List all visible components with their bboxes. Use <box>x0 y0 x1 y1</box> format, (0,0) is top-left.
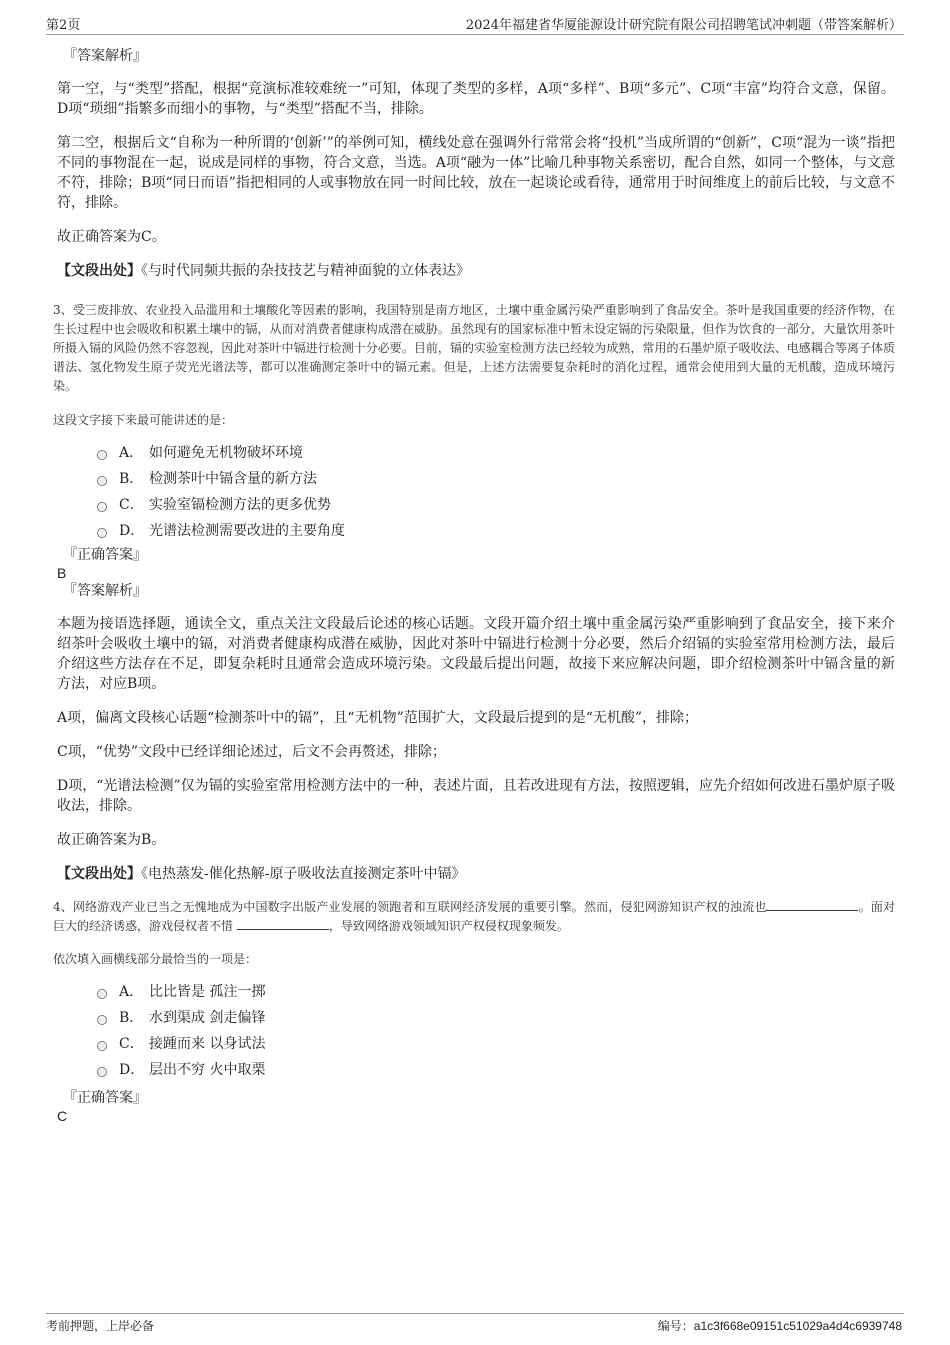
q2-conclusion: 故正确答案为C。 <box>57 229 166 245</box>
fill-blank <box>237 917 329 930</box>
radio-icon[interactable] <box>97 502 107 512</box>
q3-analysis-paragraph: A项，偏离文段核心话题“检测茶叶中的镉”，且“无机物”范围扩大，文段最后提到的是“无机酸”，排除； <box>57 710 699 726</box>
q4-correct-answer: C <box>57 1108 68 1124</box>
radio-icon[interactable] <box>97 989 107 999</box>
fill-blank <box>766 898 858 911</box>
q4-options <box>97 979 895 1083</box>
source-title: 《电热蒸发-催化热解-原子吸收法直接测定茶叶中镉》 <box>141 866 466 882</box>
page-number: 第2页 <box>46 18 81 33</box>
q3-option-d[interactable]: D． 光谱法检测需要改进的主要角度 <box>97 518 895 544</box>
q3-correct-label: 『正确答案』 <box>63 547 147 563</box>
q2-analysis-label: 『答案解析』 <box>63 48 147 64</box>
page-footer <box>46 1313 904 1333</box>
radio-icon[interactable] <box>97 1041 107 1051</box>
source-title: 《与时代同频共振的杂技技艺与精神面貌的立体表达》 <box>141 263 470 279</box>
q4-option-a[interactable]: A． 比比皆是 孤注一掷 <box>97 979 895 1005</box>
q2-analysis-paragraph: 第一空，与“类型”搭配，根据“竞演标准较难统一”可知，体现了类型的多样，A项“多样”、B项“多元”、C项“丰富”均符合文意，保留。D项“琐细”指繁多而细小的事物，与“类型”搭配不当，排除。 <box>57 81 895 117</box>
q4-stem: 4、网络游戏产业已当之无愧地成为中国数字出版产业发展的领跑者和互联网经济发展的重要引擎。然而，侵犯网游知识产权的浊流也 。面对巨大的经济诱惑，游戏侵权者不惜 ，导致网络游戏领域知识产权侵权现象频发。 <box>53 900 895 933</box>
q4-option-c[interactable]: C． 接踵而来 以身试法 <box>97 1031 895 1057</box>
q2-analysis-paragraph: 第二空，根据后文“自称为一种所谓的‘创新’”的举例可知，横线处意在强调外行常常会将“投机”当成所谓的“创新”，C项“混为一谈”指把不同的事物混在一起，说成是同样的事物，符合文意，当选。A项“融为一体”比喻几种事物关系密切，配合自然，如同一个整体，与文意不符，排除；B项“同日而语”指把相同的人或事物放在同一时间比较，放在一起谈论或看待，通常用于时间维度上的前后比较，与文意不符，排除。 <box>57 135 895 211</box>
document-title: 2024年福建省华厦能源设计研究院有限公司招聘笔试冲刺题（带答案解析） <box>465 18 902 33</box>
q3-analysis-paragraph: C项，“优势”文段中已经详细论述过，后文不会再赘述，排除； <box>57 744 447 760</box>
q3-source <box>57 864 895 884</box>
q4-option-d[interactable]: D． 层出不穷 火中取栗 <box>97 1057 895 1083</box>
q3-option-b[interactable]: B． 检测茶叶中镉含量的新方法 <box>97 466 895 492</box>
q4-option-b[interactable]: B． 水到渠成 剑走偏锋 <box>97 1005 895 1031</box>
radio-icon[interactable] <box>97 1015 107 1025</box>
q3-stem: 3、受三废排放、农业投入品滥用和土壤酸化等因素的影响，我国特别是南方地区，土壤中重金属污染严重影响到了食品安全。茶叶是我国重要的经济作物，在生长过程中也会吸收和积累土壤中的镉，从而对消费者健康构成潜在威胁。虽然现有的国家标准中暂未设定镉的污染限量，但作为饮食的一部分，大量饮用茶叶所摄入镉的风险仍然不容忽视，因此对茶叶中镉进行检测十分必要。目前，镉的实验室检测方法已经较为成熟，常用的石墨炉原子吸收法、电感耦合等离子体质谱法、氢化物发生原子荧光光谱法等，都可以准确测定茶叶中的镉元素。但是，上述方法需要复杂耗时的消化过程，通常会使用到大量的无机酸，造成环境污染。 <box>53 303 895 393</box>
q3-options <box>97 440 895 544</box>
radio-icon[interactable] <box>97 528 107 538</box>
source-label: 【文段出处】 <box>57 866 141 882</box>
q3-analysis-paragraph: 本题为接语选择题，通读全文，重点关注文段最后论述的核心话题。文段开篇介绍土壤中重金属污染严重影响到了食品安全，接下来介绍茶叶会吸收土壤中的镉，对消费者健康构成潜在威胁，因此对茶叶中镉进行检测十分必要，然后介绍镉的实验室常用检测方法，最后介绍这些方法存在不足，即复杂耗时且通常会造成环境污染。文段最后提出问题，故接下来应解决问题，即介绍检测茶叶中镉含量的新方法，对应B项。 <box>57 616 895 692</box>
page-header <box>46 14 904 35</box>
q3-analysis-label: 『答案解析』 <box>63 583 147 599</box>
q3-option-a[interactable]: A． 如何避免无机物破坏环境 <box>97 440 895 466</box>
q3-correct-answer: B <box>57 565 67 581</box>
radio-icon[interactable] <box>97 476 107 486</box>
q3-option-c[interactable]: C． 实验室镉检测方法的更多优势 <box>97 492 895 518</box>
q4-correct-label: 『正确答案』 <box>63 1090 147 1106</box>
radio-icon[interactable] <box>97 1067 107 1077</box>
q3-prompt: 这段文字接下来最可能讲述的是： <box>53 413 234 427</box>
document-code: 编号：a1c3f668e09151c51029a4d4c6939748 <box>657 1319 902 1333</box>
q3-analysis-paragraph: D项，“光谱法检测”仅为镉的实验室常用检测方法中的一种，表述片面，且若改进现有方法，按照逻辑，应先介绍如何改进石墨炉原子吸收法，排除。 <box>57 778 895 814</box>
main-content <box>53 47 895 1125</box>
q3-conclusion: 故正确答案为B。 <box>57 832 166 848</box>
q2-source <box>57 261 895 281</box>
source-label: 【文段出处】 <box>57 263 141 279</box>
q4-prompt: 依次填入画横线部分最恰当的一项是： <box>53 952 258 966</box>
footer-note: 考前押题，上岸必备 <box>46 1319 155 1333</box>
radio-icon[interactable] <box>97 450 107 460</box>
